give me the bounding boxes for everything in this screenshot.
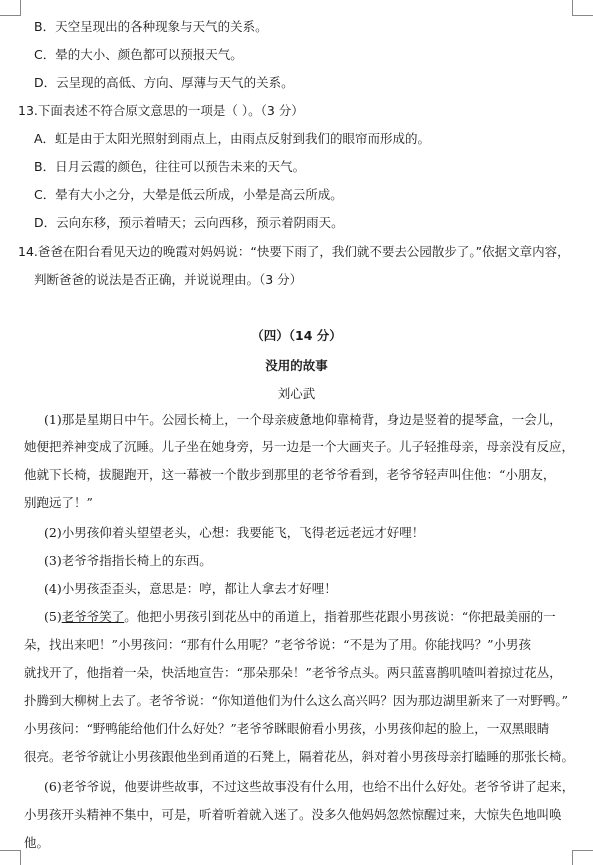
p5-line-3: 就找开了，他指着一朵，快活地宣告：“那朵那朵！”老爷爷点头。两只蓝喜鹊叽喳叫着掠过花丛，	[24, 665, 562, 680]
p1-line-2: 她便把养神变成了沉睡。儿子坐在她身旁，另一边是一个大画夹子。儿子轻推母亲，母亲没有反应，	[24, 439, 575, 454]
p4-line: (4)小男孩歪歪头，意思是：哼，都让人拿去才好哩！	[44, 581, 337, 596]
p5-line-1	[44, 608, 556, 626]
p3-line: (3)老爷爷指指长椅上的东西。	[44, 553, 212, 568]
p6-line-2: 小男孩开头精神不集中，可是，听着听着就入迷了。没多久他妈妈忽然惊醒过来，大惊失色地叫唤	[24, 807, 562, 822]
section-header: （四）（14 分）	[251, 328, 342, 343]
q13-option-c: C．晕有大小之分，大晕是低云所成，小晕是高云所成。	[34, 187, 343, 202]
p5-first-rest: 。他把小男孩引到花丛中的甬道上，指着那些花跟小男孩说：“你把最美丽的一	[124, 609, 556, 624]
q12-option-d: D．云呈现的高低、方向、厚薄与天气的关系。	[34, 75, 294, 90]
q13-option-d: D．云向东移，预示着晴天；云向西移，预示着阴雨天。	[34, 215, 344, 230]
p1-line-4: 别跑远了！”	[24, 495, 93, 510]
q14-line-1: 14.爸爸在阳台看见天边的晚霞对妈妈说：“快要下雨了，我们就不要去公园散步了。”依据文章内容，	[18, 244, 570, 259]
p2-line: (2)小男孩仰着头望望老头，心想：我要能飞，飞得老远老远才好哩！	[44, 525, 425, 540]
p1-line-1: (1)那是星期日中午。公园长椅上，一个母亲疲惫地仰靠椅背，身边是竖着的提琴盒，一会儿，	[44, 412, 562, 427]
story-author: 刘心武	[277, 386, 316, 401]
q13-option-b: B．日月云霞的颜色，往往可以预告未来的天气。	[34, 159, 306, 174]
p5-line-5: 小男孩问：“野鸭能给他们什么好处？”老爷爷眯眼俯看小男孩，小男孩仰起的脸上，一双黑眼睛	[24, 721, 550, 736]
q12-option-b: B．天空呈现出的各种现象与天气的关系。	[34, 19, 268, 34]
p1-line-3: 他就下长椅，拔腿跑开，这一幕被一个散步到那里的老爷爷看到，老爷爷轻声叫住他：“小朋友，	[24, 467, 556, 482]
q14-line-2: 判断爸爸的说法是否正确，并说说理由。（3 分）	[34, 272, 303, 287]
crop-mark-bottom-left-h	[0, 850, 20, 851]
p6-line-3: 他。	[24, 835, 50, 850]
q13-option-a: A．虹是由于太阳光照射到雨点上，由雨点反射到我们的眼帘而形成的。	[34, 131, 431, 146]
q13-stem: 13.下面表述不符合原文意思的一项是（ ）。（3 分）	[18, 103, 304, 118]
crop-mark-bottom-right-v	[572, 850, 573, 865]
crop-mark-top-right-h	[572, 15, 593, 16]
p5-underlined-phrase: 老爷爷笑了	[61, 609, 125, 624]
crop-mark-bottom-right-h	[572, 850, 593, 851]
q12-option-c: C．晕的大小、颜色都可以预报天气。	[34, 47, 243, 62]
p5-number: (5)	[44, 609, 62, 624]
story-title: 没用的故事	[265, 358, 328, 373]
crop-mark-top-right-v	[572, 0, 573, 16]
p5-line-6: 很亮。老爷爷就让小男孩跟他坐到甬道的石凳上，隔着花丛，斜对着小男孩母亲打瞌睡的那张长椅。	[24, 749, 575, 764]
crop-mark-top-left-v	[20, 0, 21, 16]
crop-mark-top-left-h	[0, 15, 20, 16]
p5-line-2: 朵，找出来吧！”小男孩问：“那有什么用呢？”老爷爷说：“不是为了用。你能找吗？”小男孩	[24, 637, 531, 652]
p6-line-1: (6)老爷爷说，他要讲些故事，不过这些故事没有什么用，也给不出什么好处。老爷爷讲了起来，	[44, 779, 575, 794]
crop-mark-bottom-left-v	[20, 850, 21, 865]
p5-line-4: 扑腾到大柳树上去了。老爷爷说：“你知道他们为什么这么高兴吗？因为那边湖里新来了一对野鸭。”	[24, 693, 569, 708]
